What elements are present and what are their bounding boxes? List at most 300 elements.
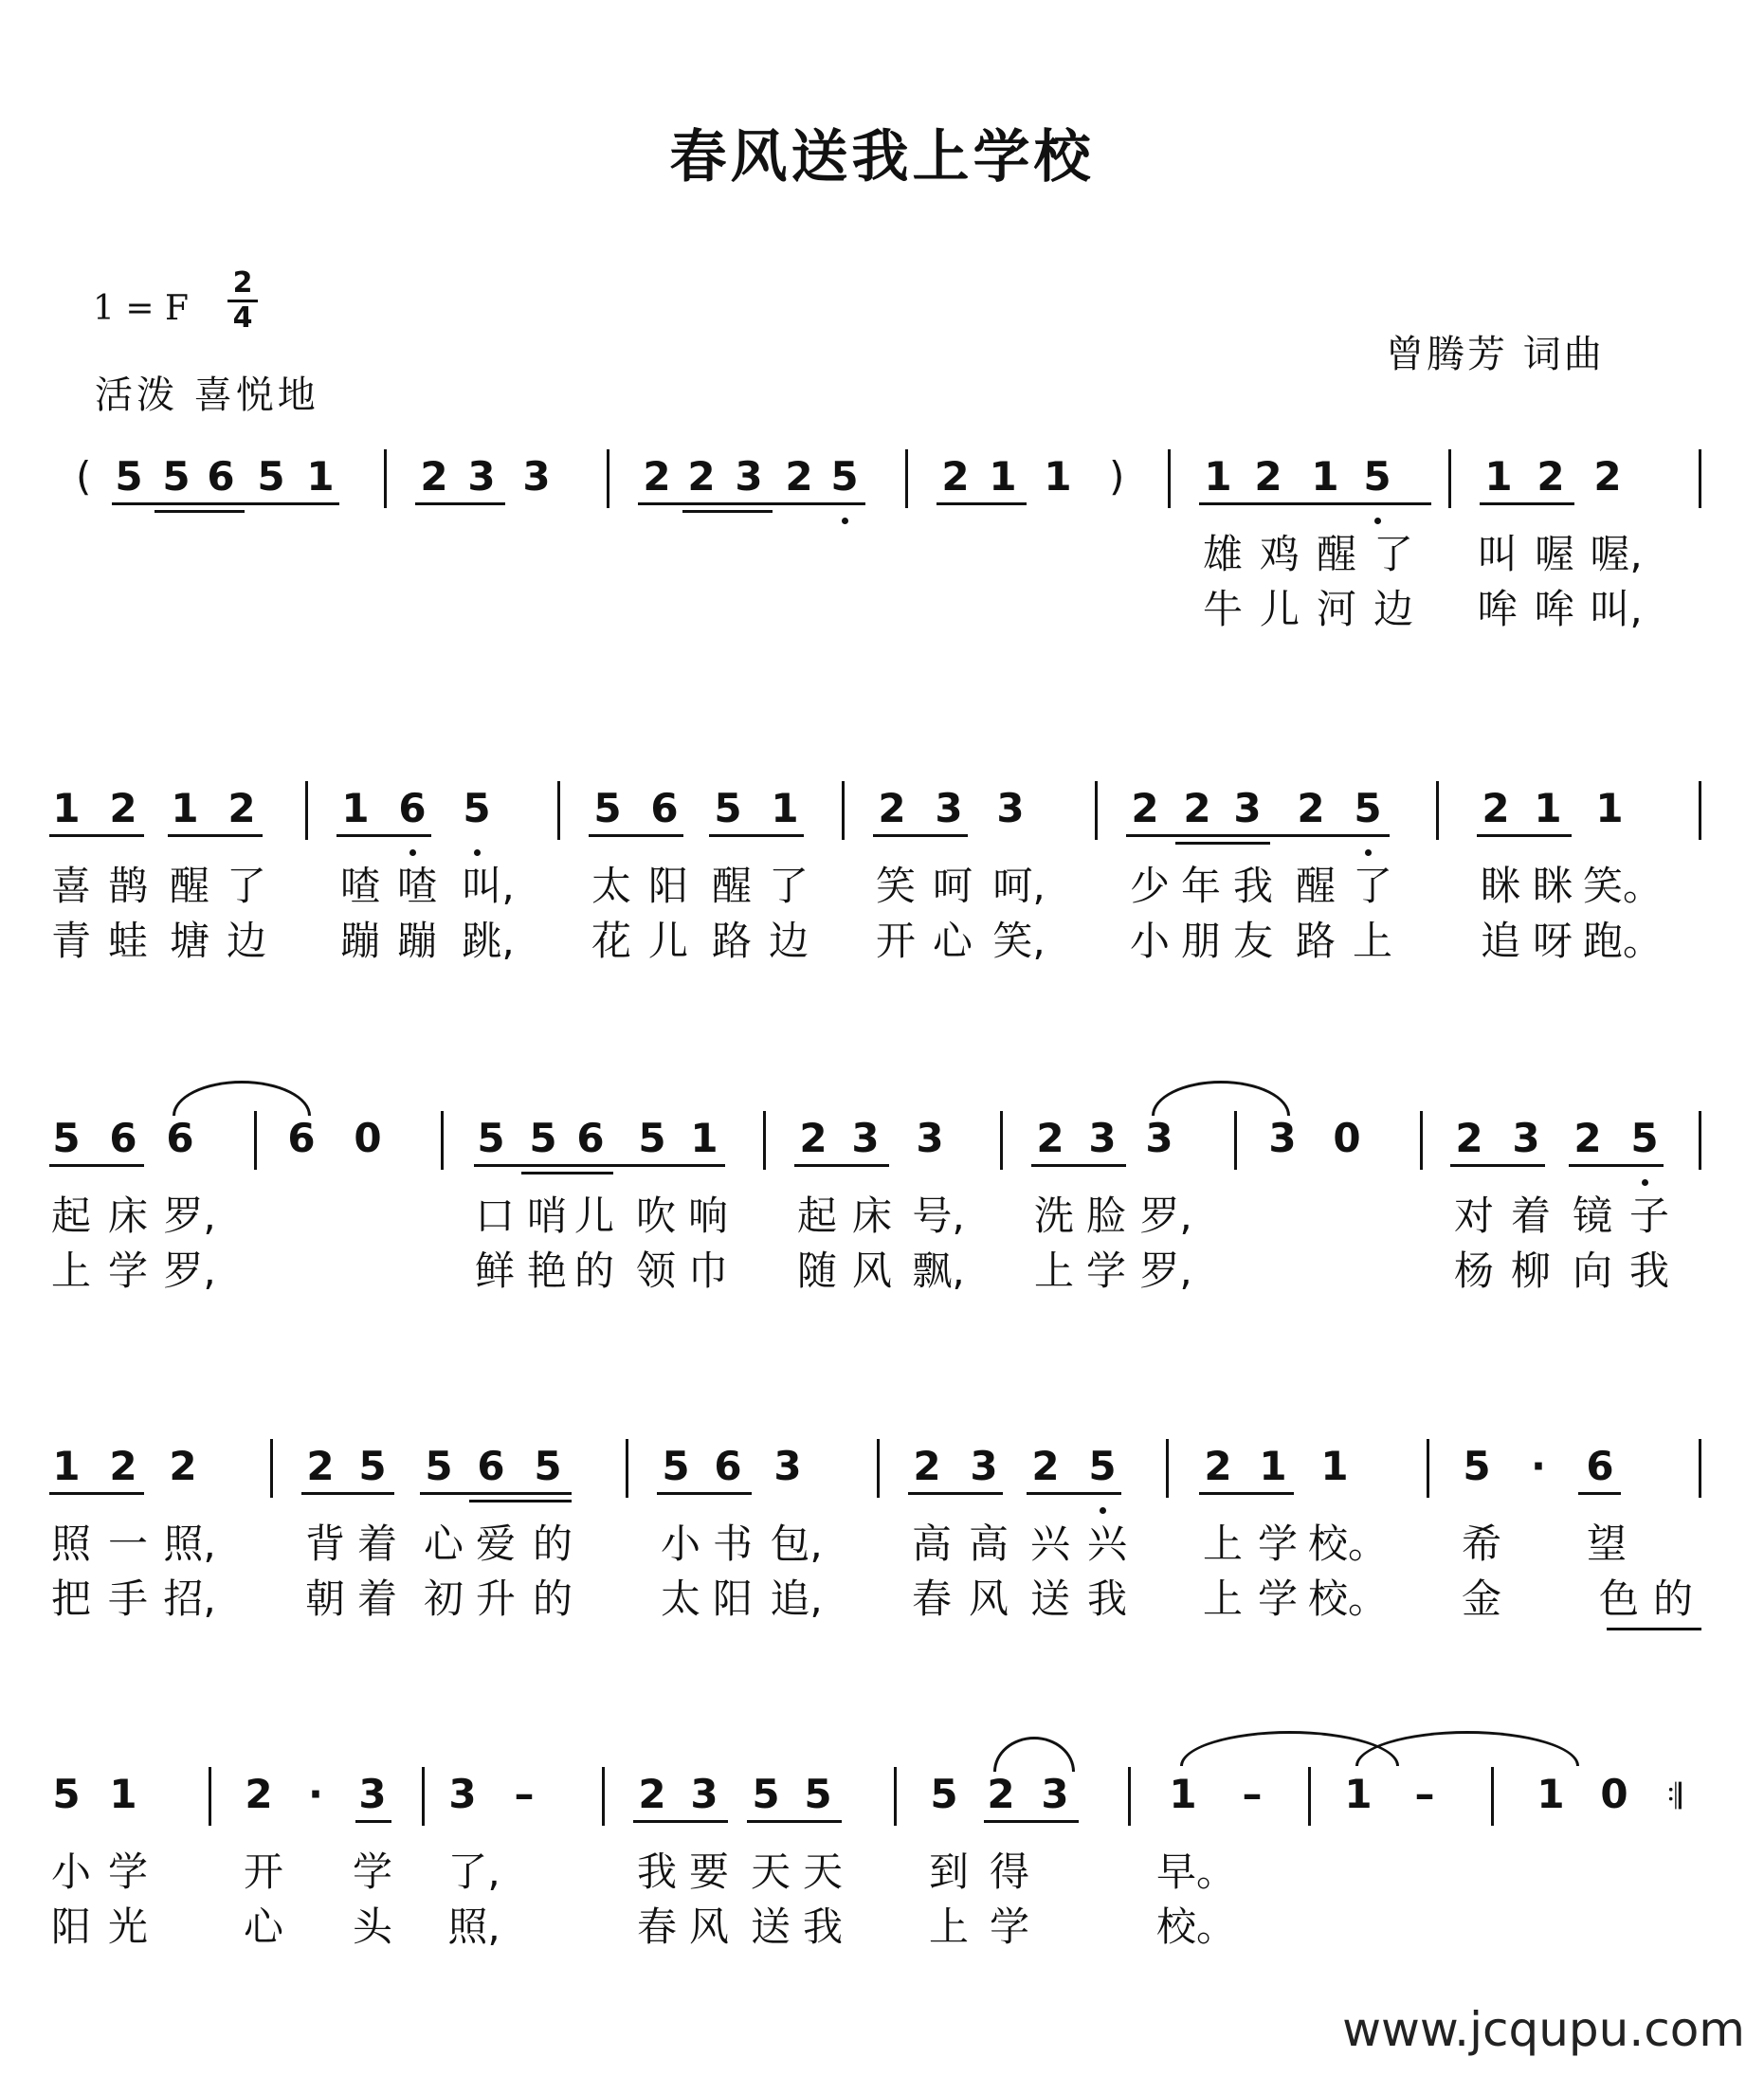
note: 3 <box>690 1771 718 1817</box>
note: 2 <box>643 453 671 500</box>
note: 6 <box>714 1443 742 1489</box>
lyric: 背 <box>304 1521 345 1567</box>
lyric: 天 <box>750 1848 791 1895</box>
note: 5 <box>52 1115 81 1161</box>
note: 6 <box>207 453 235 500</box>
lyric: 柳 <box>1510 1247 1551 1294</box>
barline <box>1699 1111 1701 1170</box>
lyric: 笑, <box>992 918 1046 964</box>
barline <box>842 781 845 840</box>
barline <box>1095 781 1098 840</box>
lyric: 河 <box>1316 586 1356 632</box>
lyric: 风 <box>968 1575 1009 1622</box>
note: 3 <box>1268 1115 1297 1161</box>
lyric: 对 <box>1453 1193 1494 1239</box>
lyric: 眯 <box>1480 863 1520 909</box>
note: 2 <box>687 453 716 500</box>
lyric: 的 <box>1652 1575 1693 1622</box>
note: 5 <box>115 453 143 500</box>
lyric: 的 <box>532 1521 573 1567</box>
key-signature: 1 = F <box>93 289 189 328</box>
end-repeat-barline <box>1668 1765 1685 1826</box>
note: 3 <box>851 1115 880 1161</box>
lyric: 牛 <box>1202 586 1243 632</box>
note: 1 <box>1344 1771 1373 1817</box>
lyric: 校。 <box>1308 1575 1389 1622</box>
lyric: 升 <box>475 1575 516 1622</box>
lyric: 学 <box>1257 1575 1298 1622</box>
lyric: 上 <box>1202 1575 1243 1622</box>
lyric: 蹦 <box>396 918 437 964</box>
note: 1 <box>52 785 81 831</box>
note: 3 <box>996 785 1025 831</box>
note: 3 <box>735 453 763 500</box>
barline <box>894 1767 897 1826</box>
barline <box>877 1439 880 1498</box>
barline <box>305 781 308 840</box>
lyric: 醒 <box>1316 531 1356 577</box>
lyric: 心 <box>423 1521 464 1567</box>
note: 2 <box>1537 453 1565 500</box>
lyric: 学 <box>352 1848 392 1895</box>
note: 3 <box>522 453 551 500</box>
lyric: 太 <box>660 1575 700 1622</box>
note: 5 <box>638 1115 666 1161</box>
note: 5 <box>1354 785 1382 831</box>
note: 0 <box>1333 1115 1361 1161</box>
note: 1 <box>690 1115 718 1161</box>
note: 2 <box>1593 453 1622 500</box>
lyric: 友 <box>1232 918 1273 964</box>
note: 1 <box>989 453 1017 500</box>
note: 1 <box>1311 453 1339 500</box>
note: 1 <box>1169 1771 1197 1817</box>
barline <box>1128 1767 1131 1826</box>
lyric: 青 <box>50 918 91 964</box>
barline <box>557 781 560 840</box>
lyric: 巾 <box>687 1247 728 1294</box>
lyric: 高 <box>968 1521 1009 1567</box>
note: 2 <box>109 785 137 831</box>
lyric: 罗, <box>1139 1247 1192 1294</box>
lyric: 吹 <box>635 1193 676 1239</box>
lyric: 呵, <box>992 863 1046 909</box>
lyric: 春 <box>636 1903 677 1950</box>
lyric: 学 <box>107 1848 148 1895</box>
lyric: 年 <box>1180 863 1221 909</box>
lyric: 蛙 <box>107 918 148 964</box>
lyric: 色 <box>1598 1575 1639 1622</box>
close-paren: ) <box>1109 453 1125 500</box>
barline <box>763 1111 766 1170</box>
lyric: 照, <box>163 1521 216 1567</box>
note: 2 <box>1204 1443 1232 1489</box>
lyric: 小 <box>50 1848 91 1895</box>
lyric: 朋 <box>1180 918 1221 964</box>
note: 3 <box>773 1443 802 1489</box>
lyric: 鲜 <box>474 1247 515 1294</box>
lyric: 路 <box>1295 918 1336 964</box>
barline <box>1436 781 1439 840</box>
lyric: 蹦 <box>339 918 380 964</box>
note: 3 <box>935 785 963 831</box>
lyric: 天 <box>802 1848 843 1895</box>
lyric: 照 <box>50 1521 91 1567</box>
lyric: 春 <box>911 1575 952 1622</box>
tempo-marking: 活泼 喜悦地 <box>95 373 319 417</box>
lyric: 照, <box>447 1903 500 1950</box>
lyric: 叫, <box>1590 586 1643 632</box>
note: 2 <box>913 1443 941 1489</box>
lyric: 杨 <box>1453 1247 1494 1294</box>
lyric: 我 <box>636 1848 677 1895</box>
lyric: 手 <box>107 1575 148 1622</box>
lyric: 兴 <box>1029 1521 1070 1567</box>
lyric: 子 <box>1628 1193 1669 1239</box>
lyric: 边 <box>768 918 809 964</box>
note: 1 <box>1595 785 1624 831</box>
note: 5 <box>534 1443 562 1489</box>
note: 5 <box>477 1115 505 1161</box>
note: 2 <box>306 1443 335 1489</box>
tie <box>173 1081 311 1116</box>
lyric: 边 <box>1373 586 1413 632</box>
note: 2 <box>1573 1115 1602 1161</box>
lyric: 高 <box>911 1521 952 1567</box>
note: 6 <box>1586 1443 1614 1489</box>
note: 1 <box>1534 785 1562 831</box>
lyric: 喳 <box>339 863 380 909</box>
note: 2 <box>1455 1115 1483 1161</box>
system-4 <box>38 1443 1725 1632</box>
note: 1 <box>109 1771 137 1817</box>
lyric: 心 <box>932 918 973 964</box>
lyric: 雄 <box>1202 531 1243 577</box>
note: 2 <box>941 453 970 500</box>
lyric: 追, <box>770 1575 823 1622</box>
lyric: 喔 <box>1534 531 1574 577</box>
lyric: 飘, <box>912 1247 965 1294</box>
lyric: 开 <box>243 1848 283 1895</box>
note: 2 <box>1254 453 1282 500</box>
note: 3 <box>1041 1771 1069 1817</box>
note: 2 <box>987 1771 1015 1817</box>
lyric: 醒 <box>711 863 752 909</box>
lyric: 了 <box>1352 863 1392 909</box>
lyric: 招, <box>163 1575 216 1622</box>
lyric: 上 <box>928 1903 969 1950</box>
lyric: 望 <box>1586 1521 1627 1567</box>
lyric: 鸡 <box>1259 531 1300 577</box>
lyric: 着 <box>356 1575 397 1622</box>
barline <box>1491 1767 1494 1826</box>
lyric: 我 <box>1232 863 1273 909</box>
note: 2 <box>245 1771 273 1817</box>
note: 3 <box>1512 1115 1540 1161</box>
lyric: 跑。 <box>1583 918 1664 964</box>
lyric: 儿 <box>647 918 688 964</box>
lyric: 了, <box>447 1848 500 1895</box>
note: 3 <box>970 1443 998 1489</box>
barline <box>254 1111 257 1170</box>
lyric: 醒 <box>169 863 209 909</box>
barline <box>1420 1111 1423 1170</box>
note: 2 <box>878 785 906 831</box>
lyric: 朝 <box>304 1575 345 1622</box>
lyric: 上 <box>1202 1521 1243 1567</box>
time-signature <box>226 267 260 335</box>
note: 2 <box>1183 785 1211 831</box>
lyric: 艳 <box>526 1247 567 1294</box>
lyric: 光 <box>107 1903 148 1950</box>
lyric: 罗, <box>163 1193 216 1239</box>
note: 1 <box>771 785 799 831</box>
note: · <box>308 1771 323 1817</box>
lyric: 罗, <box>163 1247 216 1294</box>
lyric: 上 <box>1352 918 1392 964</box>
lyric: 哨 <box>526 1193 567 1239</box>
lyric: 起 <box>796 1193 837 1239</box>
note: 6 <box>477 1443 505 1489</box>
lyric: 床 <box>107 1193 148 1239</box>
note: 5 <box>257 453 285 500</box>
lyric: 早。 <box>1156 1848 1237 1895</box>
lyric: 得 <box>989 1848 1029 1895</box>
note: 1 <box>1537 1771 1565 1817</box>
lyric: 了 <box>226 863 266 909</box>
lyric: 笑。 <box>1583 863 1664 909</box>
note: 5 <box>358 1443 387 1489</box>
lyric: 我 <box>1628 1247 1669 1294</box>
lyric: 校。 <box>1308 1521 1389 1567</box>
lyric: 镜 <box>1572 1193 1612 1239</box>
note: 3 <box>1088 1115 1117 1161</box>
note: 1 <box>1044 453 1072 500</box>
barline <box>1168 449 1171 508</box>
note: 1 <box>52 1443 81 1489</box>
note: 6 <box>650 785 679 831</box>
note: 5 <box>752 1771 780 1817</box>
tie <box>1152 1081 1290 1116</box>
note: 5 <box>1630 1115 1659 1161</box>
note: 2 <box>1031 1443 1060 1489</box>
barline <box>209 1767 211 1826</box>
note: 1 <box>341 785 370 831</box>
note: 6 <box>109 1115 137 1161</box>
system-5 <box>38 1771 1725 1960</box>
composer-credit: 曾腾芳 词曲 <box>1386 333 1605 376</box>
note: – <box>514 1771 535 1817</box>
barline <box>441 1111 444 1170</box>
lyric: 送 <box>1029 1575 1070 1622</box>
lyric: 了 <box>768 863 809 909</box>
note: 3 <box>467 453 496 500</box>
lyric: 风 <box>851 1247 892 1294</box>
note: 6 <box>287 1115 316 1161</box>
lyric: 开 <box>875 918 916 964</box>
note: 0 <box>354 1115 382 1161</box>
barline <box>1427 1439 1429 1498</box>
lyric: 书 <box>712 1521 753 1567</box>
lyric: 哞 <box>1477 586 1518 632</box>
lyric: 兴 <box>1086 1521 1127 1567</box>
barline <box>1448 449 1451 508</box>
lyric: 太 <box>591 863 631 909</box>
note: 2 <box>109 1443 137 1489</box>
lyric: 叫 <box>1477 531 1518 577</box>
barline <box>626 1439 628 1498</box>
lyric: 我 <box>802 1903 843 1950</box>
lyric: 响 <box>687 1193 728 1239</box>
note: 5 <box>593 785 622 831</box>
lyric: 随 <box>796 1247 837 1294</box>
lyric: 包, <box>770 1521 823 1567</box>
time-signature-top: 2 <box>232 266 253 300</box>
lyric: 阳 <box>712 1575 753 1622</box>
lyric: 把 <box>50 1575 91 1622</box>
note: 2 <box>638 1771 666 1817</box>
lyric: 希 <box>1461 1521 1501 1567</box>
lyric: 一 <box>107 1521 148 1567</box>
lyric: 儿 <box>573 1193 614 1239</box>
system-1 <box>38 453 1725 643</box>
note: 2 <box>785 453 813 500</box>
note: 5 <box>830 453 859 500</box>
slur <box>993 1737 1075 1772</box>
barline <box>1166 1439 1169 1498</box>
site-watermark: www.jcqupu.com <box>1342 2002 1745 2057</box>
barline <box>1699 449 1701 508</box>
note: 1 <box>1204 453 1232 500</box>
note: 1 <box>306 453 335 500</box>
lyric: 心 <box>243 1903 283 1950</box>
barline <box>1234 1111 1237 1170</box>
lyric: 上 <box>50 1247 91 1294</box>
note: 6 <box>576 1115 605 1161</box>
lyric: 喳 <box>396 863 437 909</box>
note: 5 <box>1463 1443 1491 1489</box>
note: 6 <box>398 785 427 831</box>
note: 5 <box>52 1771 81 1817</box>
note: 2 <box>169 1443 197 1489</box>
note: 5 <box>1363 453 1391 500</box>
note: 2 <box>799 1115 827 1161</box>
lyric: 起 <box>50 1193 91 1239</box>
note: – <box>1414 1771 1435 1817</box>
note: 2 <box>1131 785 1159 831</box>
lyric: 学 <box>1257 1521 1298 1567</box>
lyric: 路 <box>711 918 752 964</box>
lyric: 小 <box>660 1521 700 1567</box>
lyric: 爱 <box>475 1521 516 1567</box>
note: 3 <box>916 1115 944 1161</box>
lyric: 喔, <box>1590 531 1643 577</box>
note: 3 <box>1233 785 1262 831</box>
lyric: 哞 <box>1534 586 1574 632</box>
system-2 <box>38 785 1725 974</box>
lyric: 向 <box>1572 1247 1612 1294</box>
note: 1 <box>1259 1443 1287 1489</box>
barline <box>1308 1767 1311 1826</box>
lyric: 学 <box>989 1903 1029 1950</box>
note: 2 <box>1036 1115 1064 1161</box>
tie <box>1355 1731 1579 1766</box>
lyric: 号, <box>912 1193 965 1239</box>
barline <box>1699 781 1701 840</box>
lyric: 着 <box>356 1521 397 1567</box>
note: – <box>1242 1771 1263 1817</box>
lyric: 花 <box>591 918 631 964</box>
lyric: 的 <box>573 1247 614 1294</box>
lyric: 阳 <box>50 1903 91 1950</box>
barline <box>607 449 609 508</box>
barline <box>422 1767 425 1826</box>
song-title: 春风送我上学校 <box>669 124 1095 191</box>
lyric: 口 <box>474 1193 515 1239</box>
note: · <box>1531 1443 1546 1489</box>
barline <box>1699 1439 1701 1498</box>
lyric: 我 <box>1086 1575 1127 1622</box>
note: 0 <box>1600 1771 1628 1817</box>
lyric: 送 <box>750 1903 791 1950</box>
note: 5 <box>425 1443 453 1489</box>
lyric: 醒 <box>1295 863 1336 909</box>
note: 5 <box>529 1115 557 1161</box>
note: 5 <box>714 785 742 831</box>
lyric: 着 <box>1510 1193 1551 1239</box>
note: 2 <box>420 453 448 500</box>
note: 3 <box>358 1771 387 1817</box>
lyric: 脸 <box>1085 1193 1126 1239</box>
barline <box>905 449 908 508</box>
note: 2 <box>1297 785 1325 831</box>
lyric: 塘 <box>169 918 209 964</box>
lyric: 到 <box>928 1848 969 1895</box>
lyric: 叫, <box>462 863 515 909</box>
note: 1 <box>1320 1443 1349 1489</box>
note: 1 <box>171 785 199 831</box>
lyric: 喜 <box>50 863 91 909</box>
lyric: 呵 <box>932 863 973 909</box>
note: 2 <box>227 785 256 831</box>
lyric: 跳, <box>462 918 515 964</box>
lyric: 阳 <box>647 863 688 909</box>
lyric: 罗, <box>1139 1193 1192 1239</box>
note: 5 <box>463 785 491 831</box>
note: 1 <box>1484 453 1513 500</box>
lyric: 小 <box>1129 918 1170 964</box>
lyric: 少 <box>1129 863 1170 909</box>
note: 5 <box>662 1443 690 1489</box>
note: 5 <box>804 1771 832 1817</box>
lyric: 边 <box>226 918 266 964</box>
note: 5 <box>930 1771 958 1817</box>
lyric: 学 <box>107 1247 148 1294</box>
note: 3 <box>1145 1115 1173 1161</box>
barline <box>1000 1111 1003 1170</box>
lyric: 笑 <box>875 863 916 909</box>
lyric: 领 <box>635 1247 676 1294</box>
lyric: 儿 <box>1259 586 1300 632</box>
open-paren: ( <box>76 453 92 500</box>
barline <box>602 1767 605 1826</box>
lyric: 呀 <box>1532 918 1573 964</box>
lyric: 洗 <box>1033 1193 1074 1239</box>
note: 2 <box>1482 785 1510 831</box>
barline <box>384 449 387 508</box>
lyric: 鹊 <box>107 863 148 909</box>
barline <box>270 1439 273 1498</box>
